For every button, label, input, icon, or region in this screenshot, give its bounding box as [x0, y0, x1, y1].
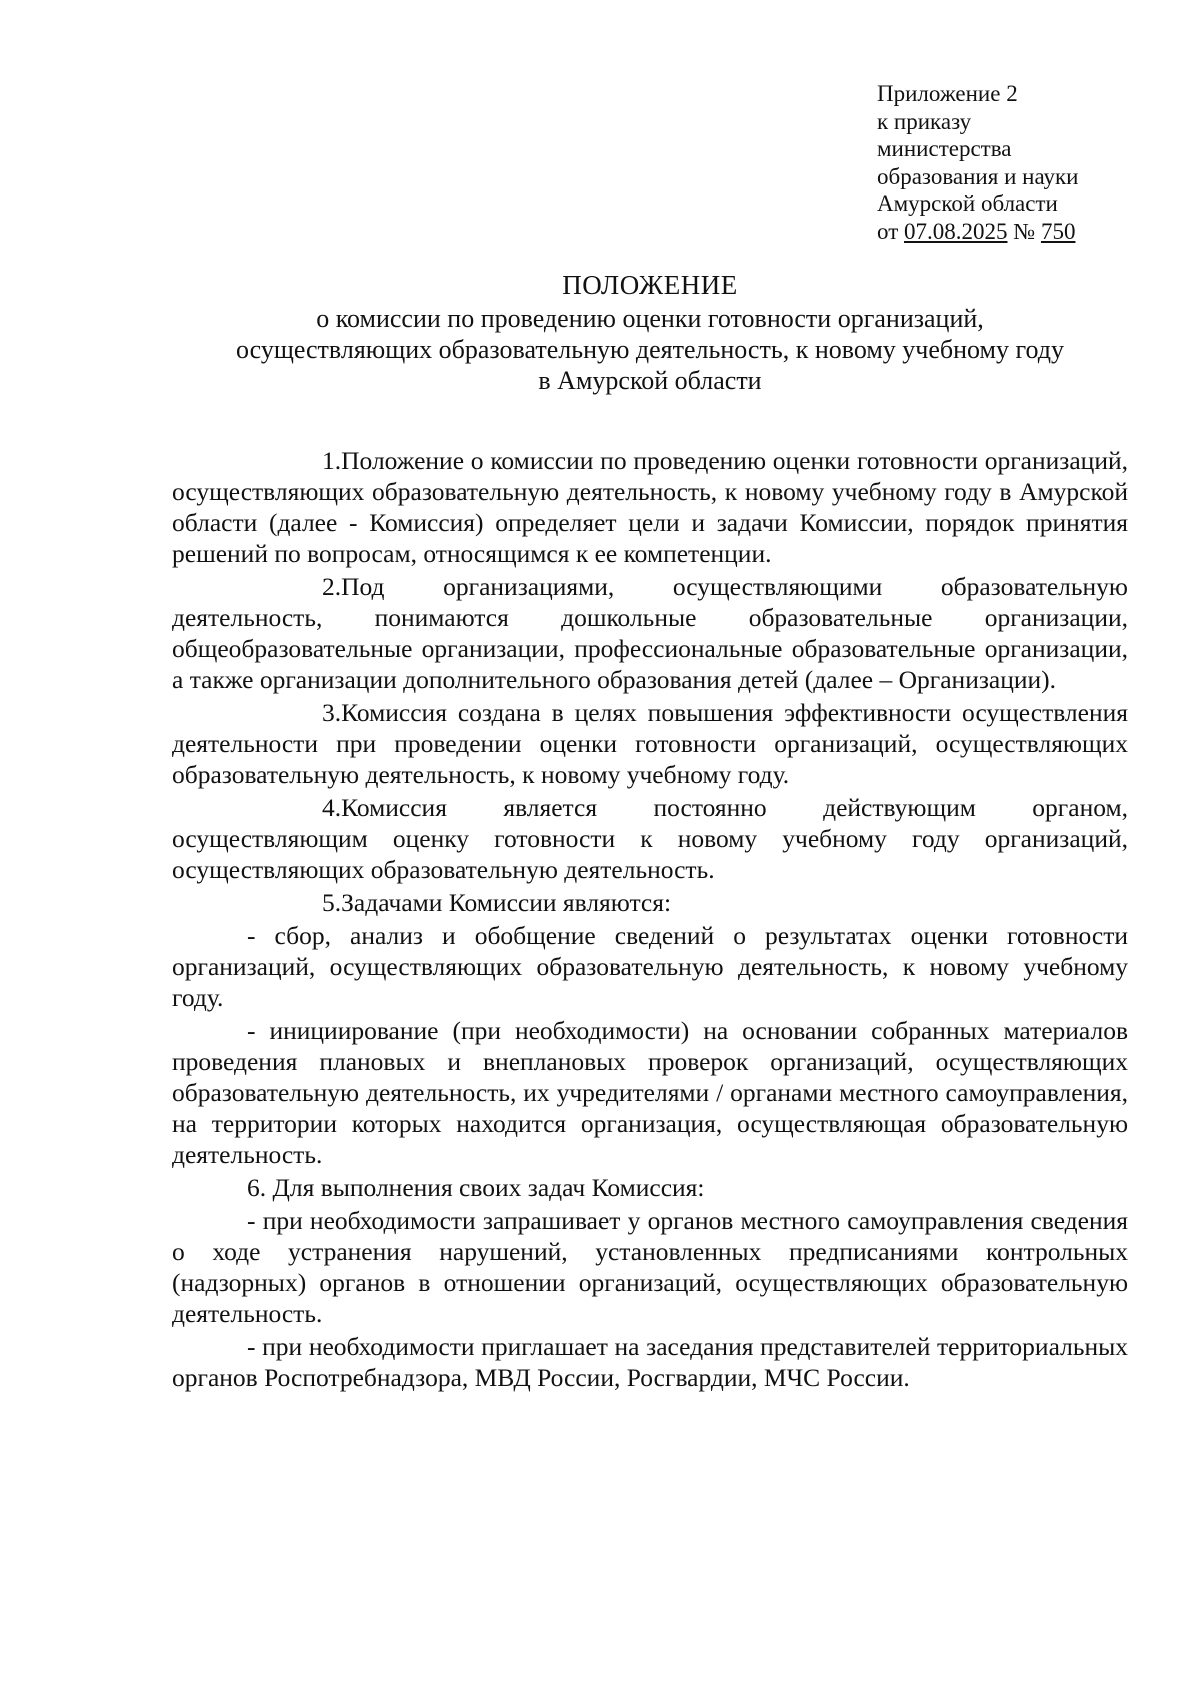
paragraph-number: 4.: [322, 793, 342, 822]
paragraph-text: - при необходимости запрашивает у органов местного самоуправления сведения о ходе устранения нарушений, установленных предписаниями контрольных (надзорных) органов в отношении организаций, осуществляющих образовательную деятельность.: [172, 1206, 1128, 1328]
document-body: [172, 445, 1128, 1395]
paragraph-number: 5.: [322, 888, 342, 917]
paragraph-6: [172, 1172, 1128, 1203]
appendix-line: образования и науки: [877, 163, 1079, 189]
list-item: [172, 920, 1128, 1013]
paragraph-text: Задачами Комиссии являются:: [341, 888, 672, 917]
order-number: 750: [1040, 218, 1076, 244]
paragraph-2: [172, 571, 1128, 695]
date-prefix: от: [877, 218, 904, 244]
document-subtitle-line: осуществляющих образовательную деятельность, к новому учебному году: [235, 335, 1065, 364]
document-heading: [150, 270, 1150, 396]
paragraph-text: Положение о комиссии по проведению оценки готовности организаций, осуществляющих образовательную деятельность, к новому учебному году в Амурской области (далее - Комиссия) определяет цели и задачи Комиссии, порядок принятия решений по вопросам, относящимся к ее компетенции.: [172, 446, 1128, 568]
appendix-line: Приложение 2: [877, 81, 1018, 106]
paragraph-3: [172, 697, 1128, 790]
appendix-line: министерства: [877, 136, 1012, 161]
paragraph-1: [172, 445, 1128, 569]
paragraph-text: 6. Для выполнения своих задач Комиссия:: [247, 1173, 705, 1202]
list-item: [172, 1331, 1128, 1393]
appendix-line: к приказу: [877, 108, 972, 134]
appendix-block: [877, 80, 1177, 245]
order-date: 07.08.2025: [904, 218, 1008, 244]
paragraph-4: [172, 792, 1128, 885]
paragraph-text: Комиссия создана в целях повышения эффективности осуществления деятельности при проведении оценки готовности организаций, осуществляющих образовательную деятельность, к новому учебному году.: [172, 698, 1128, 789]
order-date-line: [877, 218, 1177, 246]
list-item: [172, 1205, 1128, 1329]
paragraph-number: 1.: [322, 446, 342, 475]
list-item: [172, 1015, 1128, 1170]
appendix-line: Амурской области: [877, 191, 1058, 216]
paragraph-text: - сбор, анализ и обобщение сведений о результатах оценки готовности организаций, осуществляющих образовательную деятельность, к новому учебному году.: [172, 921, 1128, 1012]
document-title: ПОЛОЖЕНИЕ: [562, 270, 738, 300]
paragraph-text: - при необходимости приглашает на заседания представителей территориальных органов Роспотребнадзора, МВД России, Росгвардии, МЧС России.: [172, 1332, 1128, 1392]
document-subtitle-line: в Амурской области: [538, 366, 762, 395]
number-sign: №: [1007, 218, 1041, 244]
paragraph-text: Комиссия является постоянно действующим органом, осуществляющим оценку готовности к новому учебному году организаций, осуществляющих образовательную деятельность.: [172, 793, 1128, 884]
paragraph-text: Под организациями, осуществляющими образовательную деятельность, понимаются дошкольные образовательные организации, общеобразовательные организации, профессиональные образовательные организации, а также организации дополнительного образования детей (далее – Организации).: [172, 572, 1128, 694]
paragraph-text: - инициирование (при необходимости) на основании собранных материалов проведения плановых и внеплановых проверок организаций, осуществляющих образовательную деятельность, их учредителями / органами местного самоуправления, на территории которых находится организация, осуществляющая образовательную деятельность.: [172, 1016, 1128, 1169]
paragraph-number: 3.: [322, 698, 342, 727]
paragraph-5: [172, 887, 1128, 918]
document-subtitle-line: о комиссии по проведению оценки готовности организаций,: [316, 304, 984, 333]
paragraph-number: 2.: [322, 572, 342, 601]
